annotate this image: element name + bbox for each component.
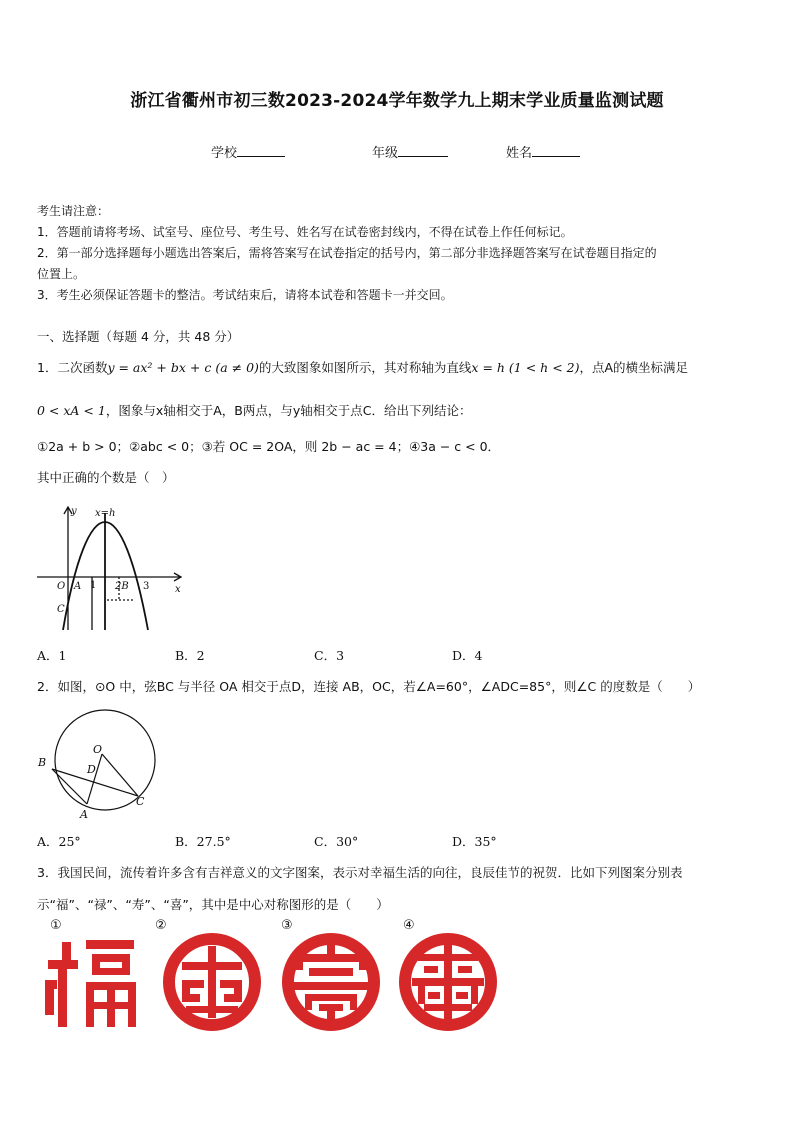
q1-equation: x = h (1 < h < 2) xyxy=(471,360,580,375)
xi-pattern-icon[interactable] xyxy=(398,932,498,1032)
q3-marker-2: ② xyxy=(155,918,167,933)
grade-field[interactable] xyxy=(372,142,448,161)
section-heading: 一、选择题（每题 4 分，共 48 分） xyxy=(37,329,240,344)
b-label: B xyxy=(38,756,47,769)
q1-equation: y = ax² + bx + c (a ≠ 0) xyxy=(107,360,259,375)
q2-text: 2．如图，⊙O 中，弦BC 与半径 OA 相交于点D，连接 AB，OC，若∠A=60°，∠ADC=85°，则∠C 的度数是（ ） xyxy=(37,679,701,694)
name-blank[interactable] xyxy=(532,144,580,157)
x-label: x xyxy=(175,584,181,595)
notice-item: 位置上。 xyxy=(37,267,86,281)
q1-graph xyxy=(35,500,190,635)
notice-item: 2．第一部分选择题每小题选出答案后，需将答案写在试卷指定的括号内，第二部分非选择题答案写在试卷题目指定的 xyxy=(37,246,657,260)
q3-line1: 3．我国民间，流传着许多含有吉祥意义的文字图案，表示对幸福生活的向往，良辰佳节的祝贺．比如下列图案分别表 xyxy=(37,865,683,880)
q1-text: 1．二次函数 xyxy=(37,360,108,375)
q2-option-a[interactable]: A．25° xyxy=(37,834,81,849)
notice-block xyxy=(37,201,762,306)
q2-option-d[interactable]: D．35° xyxy=(452,834,497,849)
page-title: 浙江省衢州市初三数2023-2024学年数学九上期末学业质量监测试题 xyxy=(130,91,664,111)
notice-item: 1．答题前请将考场、试室号、座位号、考生号、姓名写在试卷密封线内，不得在试卷上作任何标记。 xyxy=(37,225,573,239)
q1-option-b[interactable]: B．2 xyxy=(175,648,205,663)
name-label: 姓名 xyxy=(506,146,533,161)
notice-item: 3．考生必须保证答题卡的整洁。考试结束后，请将本试卷和答题卡一并交回。 xyxy=(37,288,453,302)
c-label: C xyxy=(57,604,65,615)
q1-line3: ①2a + b > 0；②abc < 0；③若 OC = 2OA，则 2b − ac = 4；④3a − c < 0． xyxy=(37,439,501,454)
c-label: C xyxy=(136,795,145,808)
two-b-label: 2B xyxy=(115,581,129,592)
fu-pattern-icon[interactable] xyxy=(40,932,140,1032)
grade-blank[interactable] xyxy=(398,144,448,157)
q3-line2: 示“福”、“禄”、“寿”、“喜”，其中是中心对称图形的是（ ） xyxy=(37,897,389,912)
tick-3-label: 3 xyxy=(143,581,150,592)
lu-pattern-icon[interactable] xyxy=(162,932,262,1032)
q2-options xyxy=(37,832,757,850)
a-label: A xyxy=(74,581,82,592)
school-label: 学校 xyxy=(211,146,238,161)
shou-pattern-icon[interactable] xyxy=(281,932,381,1032)
q1-line4: 其中正确的个数是（ ） xyxy=(37,470,175,485)
q1-options xyxy=(37,646,757,664)
origin-label: O xyxy=(57,581,66,592)
q1-line2 xyxy=(37,401,762,419)
q1-option-a[interactable]: A．1 xyxy=(37,648,67,663)
h-label: x=h xyxy=(95,508,116,519)
notice-heading: 考生请注意： xyxy=(37,204,110,218)
q2-figure xyxy=(35,700,160,825)
q1-option-d[interactable]: D．4 xyxy=(452,648,483,663)
q3-marker-4: ④ xyxy=(403,918,415,933)
q2-option-c[interactable]: C．30° xyxy=(314,834,359,849)
y-label: y xyxy=(71,506,77,517)
q2-option-b[interactable]: B．27.5° xyxy=(175,834,231,849)
segment-oc xyxy=(102,754,138,796)
grade-label: 年级 xyxy=(372,146,399,161)
d-label: D xyxy=(87,763,96,776)
name-field[interactable] xyxy=(506,142,580,161)
q1-option-c[interactable]: C．3 xyxy=(314,648,345,663)
school-field[interactable] xyxy=(211,142,285,161)
q3-marker-3: ③ xyxy=(281,918,293,933)
q1-line1 xyxy=(37,358,762,376)
radius-oa xyxy=(87,754,102,804)
q1-text: ，点A的横坐标满足 xyxy=(579,360,689,375)
tick-1-label: 1 xyxy=(90,580,97,591)
q1-text: ，图象与x轴相交于A，B两点，与y轴相交于点C．给出下列结论： xyxy=(105,403,472,418)
q1-text: 的大致图象如图所示，其对称轴为直线 xyxy=(258,360,472,375)
q1-equation: 0 < xA < 1 xyxy=(37,403,106,418)
q3-marker-1: ① xyxy=(50,918,62,933)
school-blank[interactable] xyxy=(237,144,285,157)
o-label: O xyxy=(93,743,103,756)
a-label: A xyxy=(80,808,88,821)
